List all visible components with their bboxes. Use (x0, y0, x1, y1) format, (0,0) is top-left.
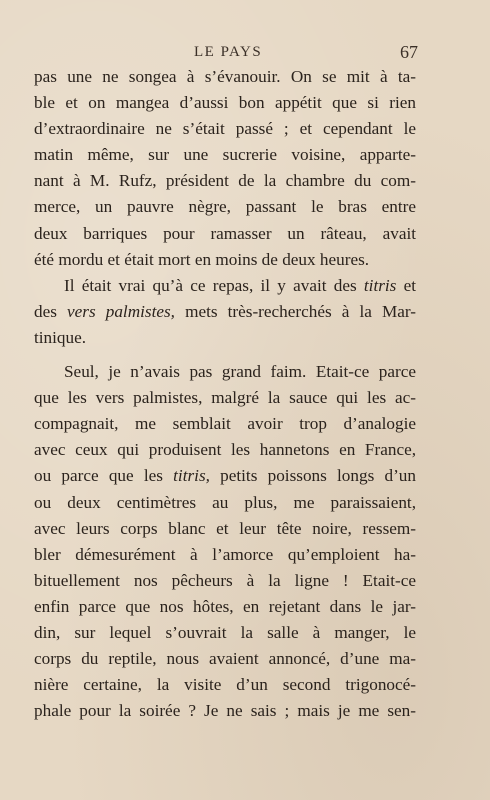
text-line: avec leurs corps blanc et leur tête noire, ressem- (34, 518, 416, 538)
text-line: ou deux centimètres au plus, me paraissaient, (34, 492, 416, 512)
text-line (34, 299, 416, 325)
italic-term: titris, (173, 466, 210, 486)
text-line: que les vers palmistes, malgré la sauce qui les ac- (34, 388, 416, 408)
text-line: Seul, je n’avais pas grand faim. Etait-ce parce (64, 362, 416, 382)
text-run: Il était vrai qu’à ce repas, il y avait des (64, 275, 364, 295)
text-line: bler démesurément à l’amorce qu’emploient ha- (34, 544, 416, 564)
text-line: été mordu et était mort en moins de deux heures. (34, 249, 370, 269)
text-line: nière certaine, la visite d’un second trigonocé- (34, 675, 416, 695)
running-title: LE PAYS (194, 44, 263, 60)
page-header (34, 42, 418, 64)
text-run: mets très-recherchés à la Mar- (174, 301, 416, 321)
text-run: ou parce que les (34, 466, 174, 486)
text-line: din, sur lequel s’ouvrait la salle à manger, le (34, 622, 416, 642)
text-line: pas une ne songea à s’évanouir. On se mit à ta- (34, 67, 416, 86)
text-line: matin même, sur une sucrerie voisine, apparte- (34, 145, 416, 165)
text-line (34, 273, 416, 299)
paragraph-gap (34, 351, 416, 359)
text-line: tinique. (34, 327, 87, 347)
text-line: bituellement nos pêcheurs à la ligne ! Etait-ce (34, 570, 416, 590)
text-line: avec ceux qui produisent les hannetons en France, (34, 440, 416, 460)
text-run: et (396, 275, 417, 295)
text-line: compagnait, me semblait avoir trop d’analogie (34, 414, 416, 434)
italic-term: titris (363, 275, 397, 295)
text-line: phale pour la soirée ? Je ne sais ; mais je me sen- (34, 701, 416, 721)
text-run: petits poissons longs d’un (209, 466, 416, 486)
text-line: merce, un pauvre nègre, passant le bras entre (34, 197, 416, 217)
text-line (34, 463, 416, 489)
text-line: corps du reptile, nous avaient annoncé, d’une ma- (34, 649, 416, 669)
italic-term: vers palmistes, (67, 301, 175, 321)
text-line: ble et on mangea d’aussi bon appétit que si rien (34, 93, 416, 113)
body-text (34, 64, 416, 724)
text-line: deux barriques pour ramasser un râteau, avait (34, 223, 416, 243)
text-run: des (34, 301, 68, 321)
page-number: 67 (400, 42, 418, 62)
text-line: enfin parce que nos hôtes, en rejetant dans le jar- (34, 596, 416, 616)
text-line: d’extraordinaire ne s’était passé ; et cependant le (34, 119, 416, 139)
text-line: nant à M. Rufz, président de la chambre du com- (34, 171, 416, 191)
